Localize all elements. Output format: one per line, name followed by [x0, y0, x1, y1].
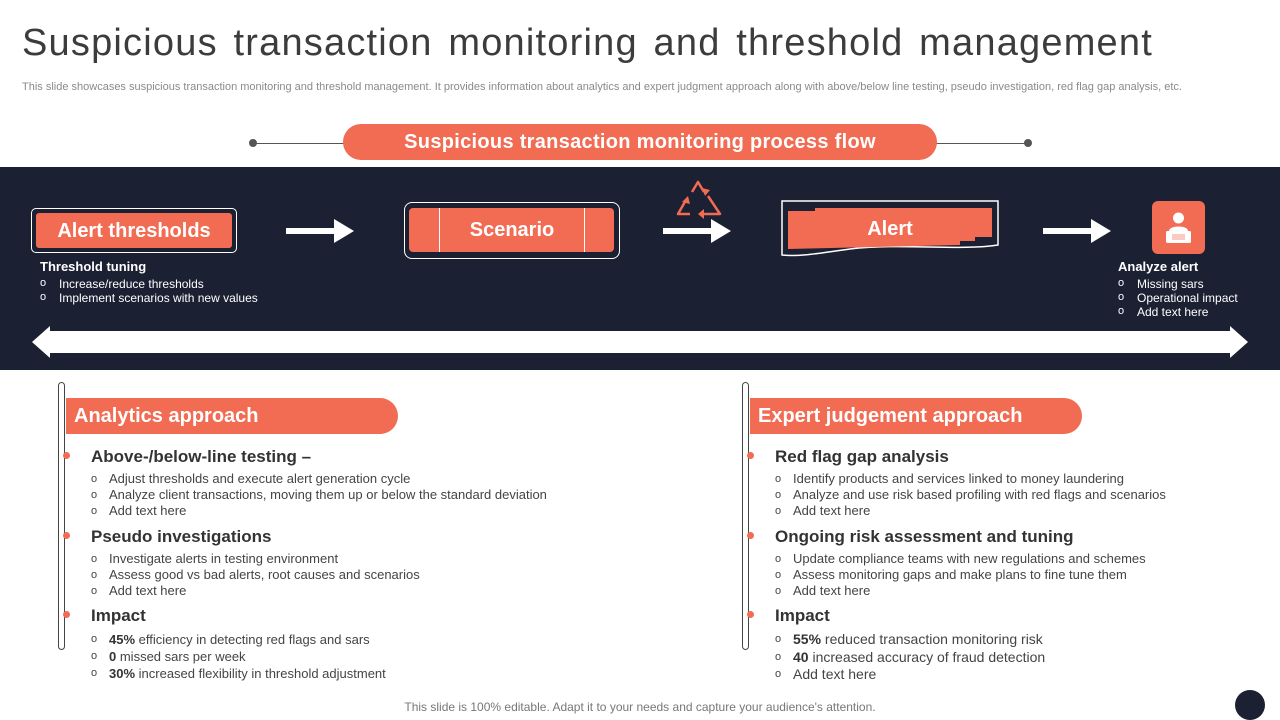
expert-list-2: [775, 551, 1146, 599]
list-item: o 30% increased flexibility in threshold adjustment: [91, 665, 386, 682]
footer-note: This slide is 100% editable. Adapt it to your needs and capture your audience's attention.: [404, 700, 876, 714]
list-item: o Add text here: [775, 666, 1045, 684]
section-heading: Pseudo investigations: [91, 527, 272, 546]
list-item: o Update compliance teams with new regulations and schemes: [775, 551, 1146, 567]
analyst-at-desk-icon: [1152, 201, 1205, 254]
section-bullet: [63, 611, 70, 618]
list-item: o Add text here: [1118, 305, 1278, 319]
connector-dot-right: [1024, 139, 1032, 147]
alert-thresholds-stage: Alert thresholds: [36, 213, 232, 248]
recycle-icon: [672, 178, 726, 220]
analyze-alert: [1118, 260, 1278, 319]
list-item: o Assess monitoring gaps and make plans to fine tune them: [775, 567, 1146, 583]
analytics-impact-list: [91, 631, 386, 682]
double-headed-arrow: [32, 326, 1248, 358]
list-item: o Investigate alerts in testing environment: [91, 551, 420, 567]
section-bullet: [747, 532, 754, 539]
right-arrow-icon: [1043, 219, 1113, 243]
right-arrow-icon: [286, 219, 356, 243]
page-subtitle: This slide showcases suspicious transaction monitoring and threshold management. It provides information about analytics and expert judgment approach along with above/below line testing, pseudo investigation, red flag gap analysis, etc.: [22, 81, 1182, 93]
list-item: o Missing sars: [1118, 277, 1278, 291]
list-item: o Add text here: [775, 583, 1146, 599]
expert-list-1: [775, 471, 1166, 519]
threshold-tuning-heading: Threshold tuning: [40, 259, 147, 274]
scenario-stage: Scenario: [469, 219, 555, 241]
analytics-vertical-bar: [58, 382, 65, 650]
section-bullet: [747, 452, 754, 459]
list-item: o Add text here: [91, 583, 420, 599]
expert-judgement-title: Expert judgement approach: [750, 398, 1082, 434]
list-item: o Analyze client transactions, moving them up or below the standard deviation: [91, 487, 547, 503]
analytics-list-2: [91, 551, 420, 599]
list-item: o Implement scenarios with new values: [40, 291, 300, 305]
connector-line-right: [935, 143, 1027, 144]
alert-stage: Alert: [867, 218, 913, 240]
analytics-list-1: [91, 471, 547, 519]
list-item: o Operational impact: [1118, 291, 1278, 305]
section-bullet: [63, 452, 70, 459]
section-bullet: [747, 611, 754, 618]
threshold-tuning: [40, 260, 300, 305]
section-heading: Impact: [775, 606, 830, 625]
section-heading: Red flag gap analysis: [775, 447, 949, 466]
expert-impact-list: [775, 631, 1045, 684]
section-heading: Ongoing risk assessment and tuning: [775, 527, 1074, 546]
list-item: o Assess good vs bad alerts, root causes and scenarios: [91, 567, 420, 583]
list-item: o Adjust thresholds and execute alert generation cycle: [91, 471, 547, 487]
list-item: o Identify products and services linked to money laundering: [775, 471, 1166, 487]
section-heading: Impact: [91, 606, 146, 625]
list-item: o 45% efficiency in detecting red flags and sars: [91, 631, 386, 648]
analyze-alert-heading: Analyze alert: [1118, 259, 1199, 274]
corner-decoration: [1235, 690, 1265, 720]
list-item: o Add text here: [91, 503, 547, 519]
right-arrow-icon: [663, 219, 733, 243]
analytics-approach-title: Analytics approach: [66, 398, 398, 434]
process-flow-title: Suspicious transaction monitoring process flow: [343, 124, 937, 160]
list-item: o Add text here: [775, 503, 1166, 519]
connector-line-left: [253, 143, 345, 144]
scenario-divider-right: [584, 208, 585, 252]
section-heading: Above-/below-line testing –: [91, 447, 312, 466]
list-item: o Analyze and use risk based profiling with red flags and scenarios: [775, 487, 1166, 503]
list-item: o 40 increased accuracy of fraud detection: [775, 649, 1045, 667]
list-item: o Increase/reduce thresholds: [40, 277, 300, 291]
list-item: o 0 missed sars per week: [91, 648, 386, 665]
expert-vertical-bar: [742, 382, 749, 650]
section-bullet: [63, 532, 70, 539]
list-item: o 55% reduced transaction monitoring risk: [775, 631, 1045, 649]
page-title: Suspicious transaction monitoring and threshold management: [22, 22, 1153, 64]
